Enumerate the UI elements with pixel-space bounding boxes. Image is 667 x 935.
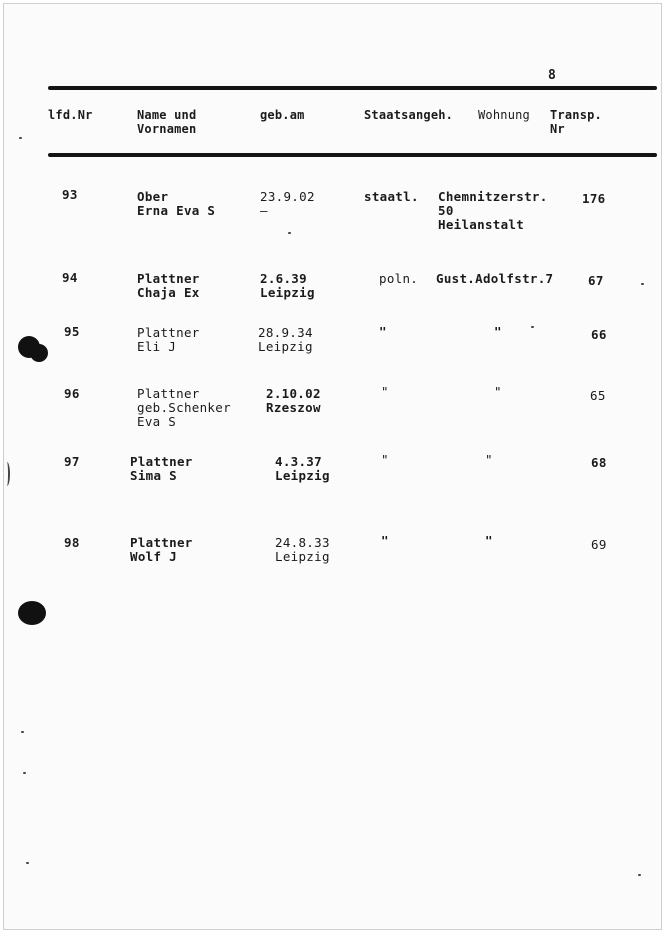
row-born: 2.10.02 Rzeszow — [266, 386, 321, 415]
row-residence: " — [494, 384, 502, 399]
binding-mark — [4, 462, 10, 486]
row-residence: " — [494, 324, 502, 339]
row-born: 2.6.39 Leipzig — [260, 271, 315, 300]
row-transport: 66 — [591, 327, 607, 342]
punch-hole-mark — [30, 344, 48, 362]
scan-speck — [641, 283, 644, 285]
row-nationality: " — [381, 384, 389, 399]
punch-hole-mark — [18, 601, 46, 625]
row-nationality: staatl. — [364, 189, 419, 204]
row-name: Plattner geb.Schenker Eva S — [137, 386, 231, 429]
page-number: 8 — [548, 68, 556, 83]
row-name: Plattner Wolf J — [130, 535, 193, 564]
scan-speck — [638, 874, 641, 876]
header-residence: Wohnung — [478, 108, 530, 122]
row-transport: 67 — [588, 273, 604, 288]
top-rule — [48, 86, 657, 90]
row-residence: Gust.Adolfstr.7 — [436, 271, 554, 286]
row-nationality: poln. — [379, 271, 419, 286]
row-transport: 69 — [591, 537, 607, 552]
document-page — [3, 3, 662, 930]
header-transport: Transp. Nr — [550, 108, 602, 136]
row-residence: " — [485, 533, 493, 548]
row-name: Plattner Eli J — [137, 325, 200, 354]
scan-speck — [26, 862, 29, 864]
row-transport: 65 — [590, 388, 606, 403]
row-name: Ober Erna Eva S — [137, 189, 216, 218]
header-rule — [48, 153, 657, 157]
scan-speck — [531, 326, 534, 328]
row-born: 24.8.33 Leipzig — [275, 535, 330, 564]
row-residence: " — [485, 452, 493, 467]
row-nationality: " — [381, 452, 389, 467]
row-nr: 93 — [62, 187, 78, 202]
header-name: Name und Vornamen — [137, 108, 197, 136]
row-nr: 95 — [64, 324, 80, 339]
row-nationality: " — [381, 533, 389, 548]
row-nr: 97 — [64, 454, 80, 469]
scan-speck — [19, 137, 22, 139]
row-transport: 176 — [582, 191, 606, 206]
header-nationality: Staatsangeh. — [364, 108, 454, 122]
row-nr: 98 — [64, 535, 80, 550]
row-residence: Chemnitzerstr. 50 Heilanstalt — [438, 189, 548, 232]
row-born: 23.9.02 – — [260, 189, 315, 218]
row-born: 4.3.37 Leipzig — [275, 454, 330, 483]
scan-speck — [23, 772, 26, 774]
header-nr: lfd.Nr — [48, 108, 93, 122]
row-name: Plattner Sima S — [130, 454, 193, 483]
row-name: Plattner Chaja Ex — [137, 271, 200, 300]
row-nr: 94 — [62, 270, 78, 285]
scan-speck — [288, 232, 291, 234]
scan-speck — [21, 731, 24, 733]
header-born: geb.am — [260, 108, 305, 122]
row-born: 28.9.34 Leipzig — [258, 325, 313, 354]
row-nr: 96 — [64, 386, 80, 401]
row-nationality: " — [379, 324, 387, 339]
row-transport: 68 — [591, 455, 607, 470]
